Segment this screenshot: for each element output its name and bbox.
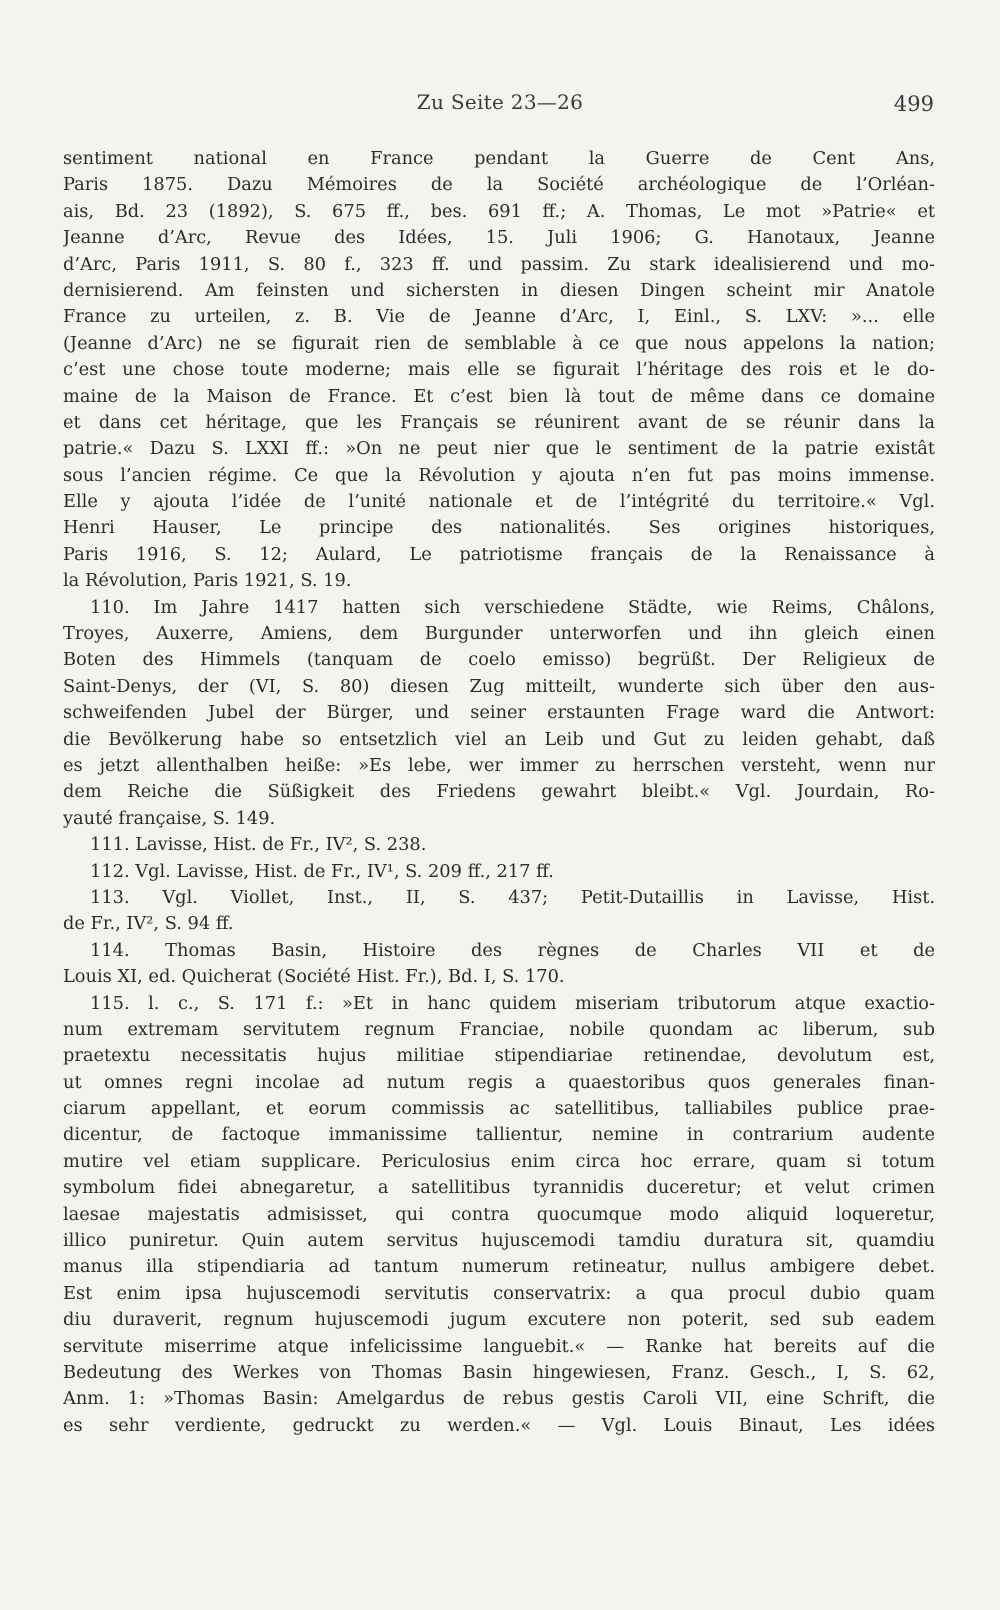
text-line: (Jeanne d’Arc) ne se figurait rien de semblable à ce que nous appelons la nation; — [63, 332, 935, 354]
text-line: servitute miserrime atque infelicissime languebit.« — Ranke hat bereits auf die — [63, 1335, 935, 1357]
text-line: laesae majestatis admisisset, qui contra quocumque modo aliquid loqueretur, — [63, 1203, 935, 1225]
text-line: dem Reiche die Süßigkeit des Friedens gewahrt bleibt.« Vgl. Jourdain, Ro- — [63, 781, 935, 803]
text-line: Est enim ipsa hujuscemodi servitutis conservatrix: a qua procul dubio quam — [63, 1282, 935, 1304]
footnote-113: 113. Vgl. Viollet, Inst., II, S. 437; Petit-Dutaillis in Lavisse, Hist. — [90, 886, 935, 908]
text-line: symbolum fidei abnegaretur, a satellitibus tyrannidis duceretur; et velut crimen — [63, 1177, 935, 1199]
text-line: dernisierend. Am feinsten und sichersten in diesen Dingen scheint mir Anatole — [63, 279, 935, 301]
text-line: Troyes, Auxerre, Amiens, dem Burgunder unterworfen und ihn gleich einen — [63, 623, 935, 645]
text-line: et dans cet héritage, que les Français se réunirent avant de se réunir dans la — [63, 411, 935, 433]
running-title: Zu Seite 23—26 — [416, 90, 584, 114]
text-line: ut omnes regni incolae ad nutum regis a quaestoribus quos generales finan- — [63, 1071, 935, 1093]
text-line: Saint-Denys, der (VI, S. 80) diesen Zug mitteilt, wunderte sich über den aus- — [63, 675, 935, 697]
text-line: manus illa stipendiaria ad tantum numerum retineatur, nullus ambigere debet. — [63, 1256, 935, 1278]
page-number: 499 — [893, 92, 934, 116]
text-line: ciarum appellant, et eorum commissis ac satellitibus, talliabiles publice prae- — [63, 1098, 935, 1120]
text-line: sous l’ancien régime. Ce que la Révolution y ajouta n’en fut pas moins immense. — [63, 464, 935, 486]
text-line: sentiment national en France pendant la Guerre de Cent Ans, — [63, 148, 935, 169]
text-line: Elle y ajouta l’idée de l’unité nationale et de l’intégrité du territoire.« Vgl. — [63, 491, 935, 513]
text-line: dicentur, de factoque immanissime tallientur, nemine in contrarium audente — [63, 1124, 935, 1146]
text-line: num extremam servitutem regnum Franciae, nobile quondam ac liberum, sub — [63, 1018, 935, 1040]
text-line: schweifenden Jubel der Bürger, und seiner erstaunten Frage ward die Antwort: — [63, 702, 935, 724]
text-line: Anm. 1: »Thomas Basin: Amelgardus de rebus gestis Caroli VII, eine Schrift, die — [63, 1388, 935, 1410]
text-line: illico puniretur. Quin autem servitus hujuscemodi tamdiu duratura sit, quamdiu — [63, 1230, 935, 1252]
text-line: maine de la Maison de France. Et c’est bien là tout de même dans ce domaine — [63, 385, 935, 407]
text-line: de Fr., IV², S. 94 ff. — [63, 913, 234, 935]
text-line: Henri Hauser, Le principe des nationalités. Ses origines historiques, — [63, 517, 935, 539]
footnote-text-block — [63, 146, 935, 1466]
text-line: mutire vel etiam supplicare. Periculosius enim circa hoc errare, quam si totum — [63, 1150, 935, 1172]
text-line: Paris 1916, S. 12; Aulard, Le patriotisme français de la Renaissance à — [63, 543, 935, 565]
text-line: c’est une chose toute moderne; mais elle se figurait l’héritage des rois et le do- — [63, 359, 935, 381]
text-line: es jetzt allenthalben heiße: »Es lebe, wer immer zu herrschen versteht, wenn nur — [63, 754, 935, 776]
text-line: d’Arc, Paris 1911, S. 80 f., 323 ff. und passim. Zu stark idealisierend und mo- — [63, 253, 935, 275]
text-line: die Bevölkerung habe so entsetzlich viel an Leib und Gut zu leiden gehabt, daß — [63, 728, 935, 750]
text-line: la Révolution, Paris 1921, S. 19. — [63, 570, 352, 592]
running-head — [0, 86, 1000, 120]
text-line: Paris 1875. Dazu Mémoires de la Société archéologique de l’Orléan- — [63, 174, 935, 196]
text-line: es sehr verdiente, gedruckt zu werden.« — Vgl. Louis Binaut, Les idées — [63, 1414, 935, 1436]
footnote-112: 112. Vgl. Lavisse, Hist. de Fr., IV¹, S. 209 ff., 217 ff. — [90, 860, 554, 882]
text-line — [63, 1439, 935, 1465]
text-line: France zu urteilen, z. B. Vie de Jeanne d’Arc, I, Einl., S. LXV: »... elle — [63, 306, 935, 328]
text-line: Louis XI, ed. Quicherat (Société Hist. Fr.), Bd. I, S. 170. — [63, 966, 565, 988]
footnote-114: 114. Thomas Basin, Histoire des règnes de Charles VII et de — [90, 939, 935, 961]
text-line: ais, Bd. 23 (1892), S. 675 ff., bes. 691 ff.; A. Thomas, Le mot »Patrie« et — [63, 200, 935, 222]
footnote-110: 110. Im Jahre 1417 hatten sich verschiedene Städte, wie Reims, Châlons, — [90, 596, 935, 618]
text-line: praetextu necessitatis hujus militiae stipendiariae retinendae, devolutum est, — [63, 1045, 935, 1067]
text-line: Bedeutung des Werkes von Thomas Basin hingewiesen, Franz. Gesch., I, S. 62, — [63, 1361, 935, 1383]
text-line: patrie.« Dazu S. LXXI ff.: »On ne peut nier que le sentiment de la patrie existât — [63, 438, 935, 460]
text-line: Jeanne d’Arc, Revue des Idées, 15. Juli 1906; G. Hanotaux, Jeanne — [63, 227, 935, 249]
footnote-115: 115. l. c., S. 171 f.: »Et in hanc quidem miseriam tributorum atque exactio- — [90, 992, 935, 1014]
text-line: diu duraverit, regnum hujuscemodi jugum excutere non poterit, sed sub eadem — [63, 1309, 935, 1331]
text-line: Boten des Himmels (tanquam de coelo emisso) begrüßt. Der Religieux de — [63, 649, 935, 671]
text-line: yauté française, S. 149. — [63, 807, 276, 829]
footnote-111: 111. Lavisse, Hist. de Fr., IV², S. 238. — [90, 834, 427, 856]
